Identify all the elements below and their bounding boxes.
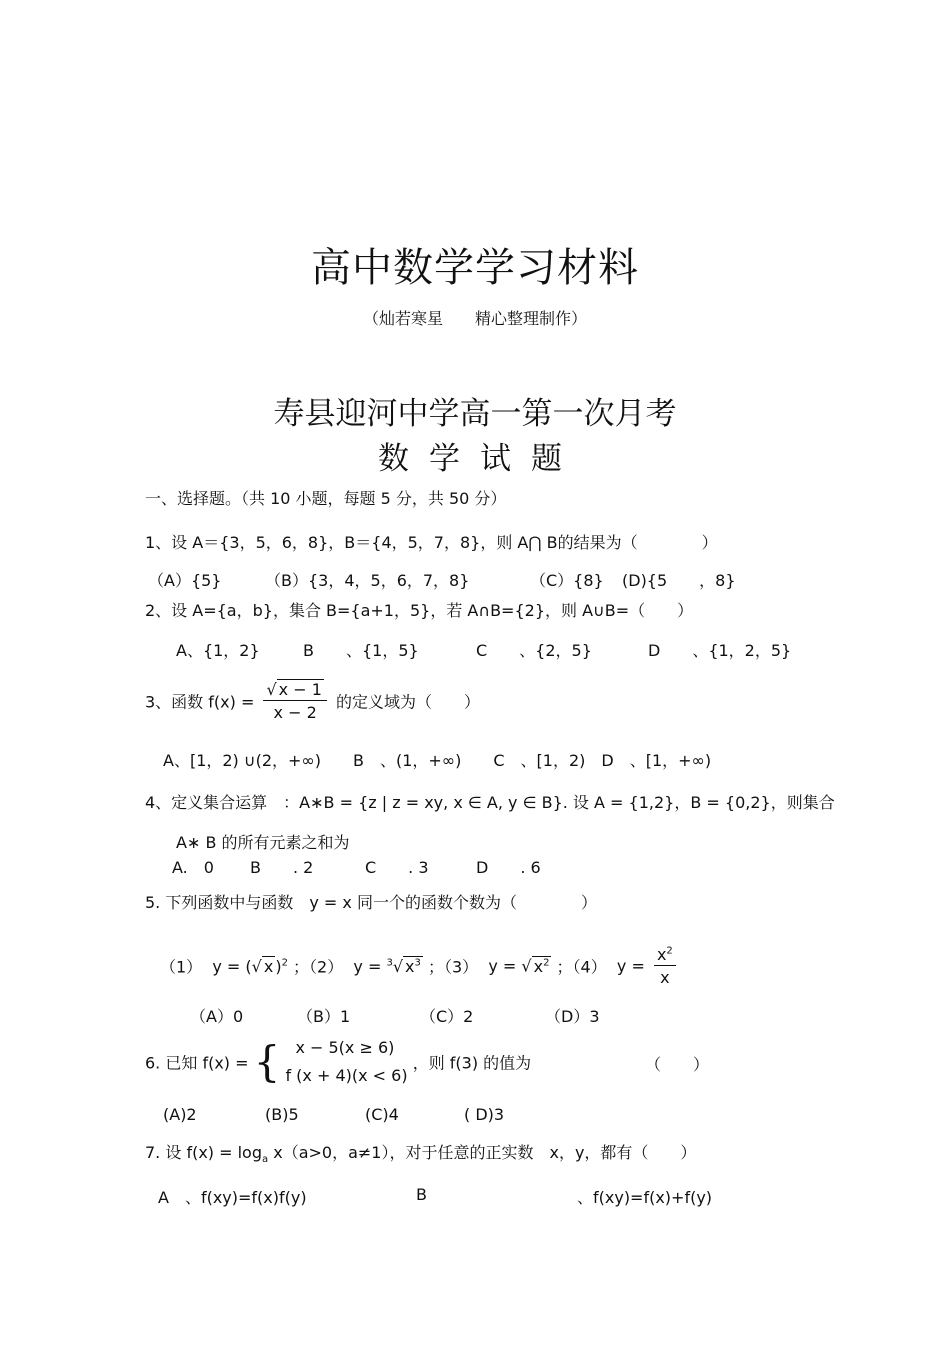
question-6-suffix: ，则 f(3) 的值为 [412,1053,532,1073]
question-2-option-b: B 、{1，5} [303,641,419,660]
question-5-function-4-label: ；（4） [556,957,607,977]
question-5-function-3: y = √ $x^2$ [483,956,550,976]
question-4-stem: 4、定义集合运算 ：A∗B = {z | z = xy, x ∈ A, y ∈ B}. 设 A = {1,2}，B = {0,2}，则集合 [145,793,835,812]
question-5-function-2: y = $^3$√ $x^3$ [348,956,421,976]
exam-subject: 数学试题 [378,441,582,477]
question-1-option-a: （A）{5} [148,571,222,590]
question-7-option-b: 、f(xy)=f(x)+f(y) [577,1188,713,1207]
question-6-prefix: 6. 已知 f(x) = [145,1053,249,1073]
question-6-option-b: (B)5 [265,1105,299,1124]
question-4-option-b: B . 2 [250,858,314,877]
question-5-function-4-fraction: $\frac{x^2}{x}$ [654,945,676,987]
question-1-stem: 1、设 A＝{3，5，6，8}，B＝{4，5，7，8}，则 A⋂ B的结果为（ ） [145,533,718,552]
question-3-numerator: √ x − 1 [263,680,326,701]
question-5-function-2-label: ；（2） [293,957,344,977]
question-6-answer-paren: （ ） [645,1055,710,1074]
question-3-options: A、[1，2) ∪(2，+∞) B 、(1，+∞) C 、[1，2) D 、[1，+∞) [163,751,712,770]
exam-title: 寿县迎河中学高一第一次月考 [273,396,677,432]
question-4-option-d: D . 6 [476,858,541,877]
question-5-function-3-label: ；（3） [427,957,479,977]
question-1-option-b: （B）{3，4，5，6，7，8} [265,571,470,590]
section-heading: 一、选择题。（共 10 小题，每题 5 分，共 50 分） [145,489,507,508]
question-2-option-d: D 、{1，2，5} [648,641,792,660]
question-6-brace: { [253,1037,281,1086]
question-5-function-1: y = (√ x )$^2$ [207,956,288,976]
question-3-denominator: x − 2 [273,703,317,722]
question-6-stem [145,1034,531,1090]
question-1-option-d: (D){5 ，8} [622,571,736,590]
question-6-option-a: (A)2 [163,1105,197,1124]
question-1-option-c: （C）{8} [530,571,604,590]
question-5-functions [160,945,680,987]
question-5-function-4: y = [611,956,645,976]
question-7-option-a: A 、f(xy)=f(x)f(y) [158,1188,307,1207]
question-7-option-b-letter: B [416,1185,427,1204]
question-4-option-c: C . 3 [365,858,429,877]
material-title: 高中数学学习材料 [311,245,639,291]
question-2-option-c: C 、{2，5} [476,641,592,660]
question-5-option-b: （B）1 [297,1007,351,1026]
question-6-case-2: f (x + 4)(x < 6) [285,1066,408,1085]
question-4-stem-continued: A∗ B 的所有元素之和为 [176,833,350,852]
question-5-stem: 5. 下列函数中与函数 y = x 同一个的函数个数为（ ） [145,893,597,912]
question-2-stem: 2、设 A={a，b}，集合 B={a+1，5}，若 A∩B={2}，则 A∪B=（ ） [145,601,694,620]
question-3-fraction [263,680,326,722]
question-3-prefix: 3、函数 f(x) = [145,692,255,712]
question-7-log-base: a [262,1154,269,1166]
question-6-option-d: ( D)3 [464,1105,505,1124]
material-subtitle: （灿若寒星 精心整理制作） [362,309,587,328]
question-5-option-c: （C）2 [420,1007,474,1026]
question-5-option-d: （D）3 [545,1007,600,1026]
question-5-function-1-label: （1） [160,957,203,977]
question-3-suffix: 的定义域为（ ） [335,692,480,712]
question-3-stem [145,680,480,722]
question-4-option-a: A. 0 [172,858,214,877]
question-7-stem-end: x（a>0，a≠1），对于任意的正实数 x，y，都有（ ） [268,1143,697,1162]
question-6-cases [285,1034,407,1090]
question-7-stem-start: 7. 设 f(x) = log [145,1143,262,1162]
question-2-option-a: A、{1，2} [176,641,260,660]
question-7-stem [145,1140,696,1165]
question-6-option-c: (C)4 [365,1105,399,1124]
question-5-option-a: （A）0 [190,1007,244,1026]
question-6-case-1: x − 5(x ≥ 6) [295,1038,395,1057]
